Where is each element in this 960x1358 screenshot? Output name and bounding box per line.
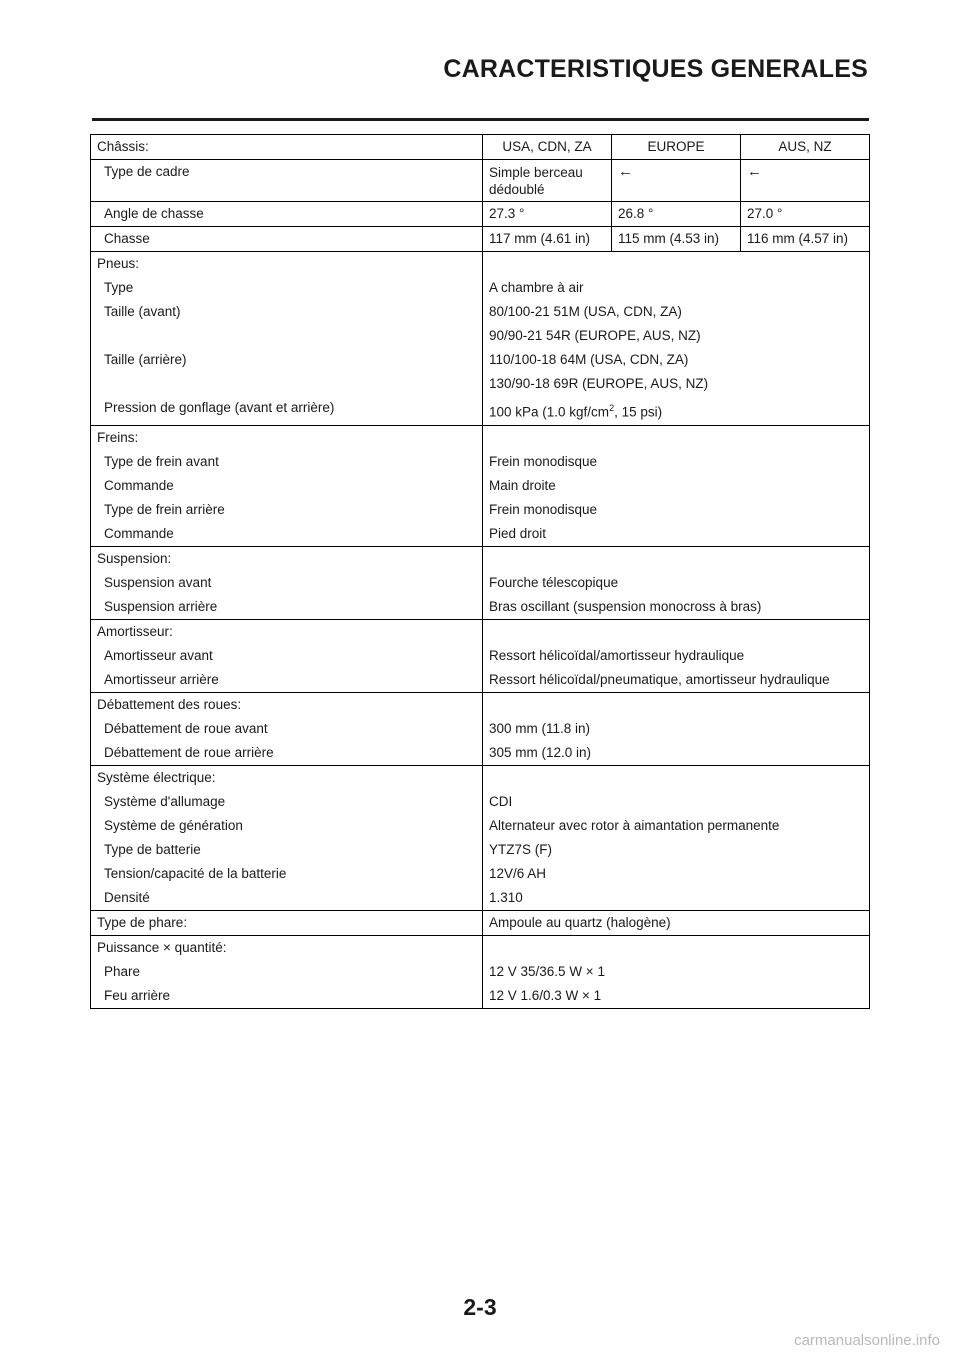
column-header: AUS, NZ	[741, 135, 870, 160]
row-value: 305 mm (12.0 in)	[483, 741, 870, 766]
row-label: Type de cadre	[91, 160, 483, 202]
row-label: Chasse	[91, 227, 483, 252]
row-label: Débattement de roue arrière	[104, 744, 274, 760]
section-header: Freins:	[91, 425, 483, 450]
table-row	[91, 348, 870, 372]
section-header-row	[91, 252, 870, 277]
row-value: Simple berceau dédoublé	[483, 160, 612, 202]
same-as-arrow: ←	[612, 160, 741, 202]
row-value: Bras oscillant (suspension monocross à bras)	[483, 595, 870, 620]
spec-grid	[90, 134, 870, 1009]
chassis-header-row	[91, 135, 870, 160]
row-label: Débattement de roue avant	[104, 720, 268, 736]
table-row	[91, 450, 870, 474]
table-row	[91, 227, 870, 252]
column-header: USA, CDN, ZA	[483, 135, 612, 160]
row-value: Frein monodisque	[483, 498, 870, 522]
section-header-row	[91, 692, 870, 717]
table-row	[91, 838, 870, 862]
table-row	[91, 717, 870, 741]
row-label: Commande	[104, 477, 174, 493]
row-label: Système d'allumage	[104, 793, 226, 809]
row-label: Suspension arrière	[104, 598, 218, 614]
row-label: Amortisseur arrière	[104, 671, 219, 687]
table-row	[91, 276, 870, 300]
row-value: 110/100-18 64M (USA, CDN, ZA)	[483, 348, 870, 372]
table-row	[91, 790, 870, 814]
row-label	[91, 372, 483, 396]
row-value: 90/90-21 54R (EUROPE, AUS, NZ)	[483, 324, 870, 348]
table-row	[91, 498, 870, 522]
row-value: 27.3 °	[483, 202, 612, 227]
row-value: 12V/6 AH	[483, 862, 870, 886]
row-value: Alternateur avec rotor à aimantation permanente	[483, 814, 870, 838]
row-value: A chambre à air	[483, 276, 870, 300]
row-value: Pied droit	[483, 522, 870, 547]
section-header: Système électrique:	[91, 765, 483, 790]
row-value: Ressort hélicoïdal/amortisseur hydraulique	[483, 644, 870, 668]
unit-exponent: 2	[609, 403, 615, 413]
table-row	[91, 668, 870, 693]
section-header: Type de phare:	[91, 910, 483, 935]
row-label: Type	[104, 280, 134, 295]
row-label: Angle de chasse	[91, 202, 483, 227]
table-row	[91, 372, 870, 396]
row-label: Système de génération	[104, 817, 243, 833]
row-label: Pression de gonflage (avant et arrière)	[104, 400, 335, 415]
spec-table	[90, 134, 870, 1009]
row-value: 130/90-18 69R (EUROPE, AUS, NZ)	[483, 372, 870, 396]
row-label: Type de frein arrière	[104, 501, 225, 517]
row-label: Type de frein avant	[104, 453, 219, 469]
row-label: Phare	[104, 963, 141, 979]
row-label	[91, 324, 483, 348]
table-row	[91, 300, 870, 324]
section-header: Débattement des roues:	[91, 692, 483, 717]
pressure-value-tail: , 15 psi)	[614, 404, 663, 420]
section-header-row	[91, 546, 870, 571]
table-row	[91, 960, 870, 984]
row-value: Fourche télescopique	[483, 571, 870, 595]
pressure-value: 100 kPa (1.0 kgf/cm	[489, 404, 610, 420]
row-label: Suspension avant	[104, 574, 212, 590]
row-value: 26.8 °	[612, 202, 741, 227]
section-header-row	[91, 910, 870, 935]
row-label: Taille (avant)	[104, 304, 181, 319]
table-row	[91, 595, 870, 620]
row-value: 115 mm (4.53 in)	[612, 227, 741, 252]
title-rule	[92, 118, 869, 121]
row-label: Type de batterie	[104, 841, 201, 857]
row-label: Tension/capacité de la batterie	[104, 865, 287, 881]
section-header: Pneus:	[91, 252, 483, 277]
row-value: 1.310	[483, 886, 870, 911]
table-row	[91, 984, 870, 1009]
row-label: Amortisseur avant	[104, 647, 213, 663]
row-value: Ressort hélicoïdal/pneumatique, amortisseur hydraulique	[483, 668, 870, 693]
section-header-row	[91, 935, 870, 960]
row-label: Taille (arrière)	[104, 352, 187, 367]
column-header: EUROPE	[612, 135, 741, 160]
same-as-arrow: ←	[741, 160, 870, 202]
page-title: CARACTERISTIQUES GENERALES	[443, 55, 868, 83]
row-label: Densité	[104, 889, 150, 905]
row-value: Frein monodisque	[483, 450, 870, 474]
page-number: 2-3	[463, 1294, 497, 1320]
table-row	[91, 202, 870, 227]
row-label: Commande	[104, 525, 174, 541]
table-row	[91, 741, 870, 766]
section-header-row	[91, 765, 870, 790]
table-row	[91, 474, 870, 498]
row-label: Feu arrière	[104, 987, 171, 1003]
table-row	[91, 160, 870, 202]
row-value: Main droite	[483, 474, 870, 498]
row-value: 12 V 35/36.5 W × 1	[483, 960, 870, 984]
row-value: 116 mm (4.57 in)	[741, 227, 870, 252]
table-row	[91, 571, 870, 595]
section-header-row	[91, 619, 870, 644]
table-row	[91, 396, 870, 425]
section-header: Amortisseur:	[91, 619, 483, 644]
table-row	[91, 324, 870, 348]
row-value: 12 V 1.6/0.3 W × 1	[483, 984, 870, 1009]
row-value: Ampoule au quartz (halogène)	[483, 910, 870, 935]
row-value: 117 mm (4.61 in)	[483, 227, 612, 252]
section-header: Suspension:	[91, 546, 483, 571]
table-row	[91, 644, 870, 668]
table-row	[91, 522, 870, 547]
table-row	[91, 814, 870, 838]
table-row	[91, 862, 870, 886]
section-header: Puissance × quantité:	[91, 935, 483, 960]
row-value: 80/100-21 51M (USA, CDN, ZA)	[483, 300, 870, 324]
row-value: 27.0 °	[741, 202, 870, 227]
row-value: YTZ7S (F)	[483, 838, 870, 862]
row-value: 300 mm (11.8 in)	[483, 717, 870, 741]
section-header: Châssis:	[97, 139, 149, 154]
row-value: CDI	[483, 790, 870, 814]
row-value	[483, 396, 870, 425]
watermark: carmanualsonline.info	[794, 1332, 940, 1349]
section-header-row	[91, 425, 870, 450]
table-row	[91, 886, 870, 911]
